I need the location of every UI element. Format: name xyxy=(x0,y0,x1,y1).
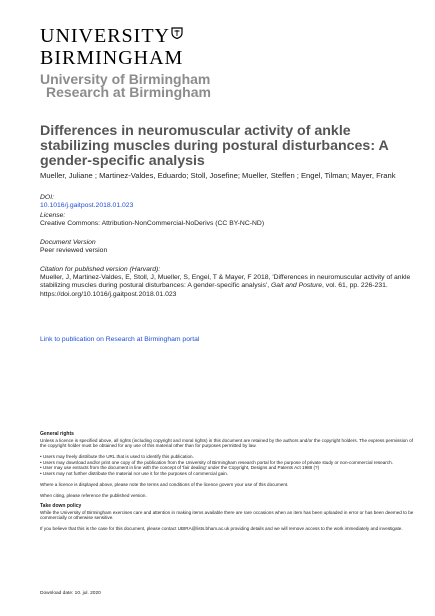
citing-note: When citing, please reference the published version. xyxy=(40,492,147,498)
citation-part1: Mueller, J, Martinez-Valdes, E, Stoll, J, Mueller, S, Engel, T & Mayer, F 2018, 'Differences in neuromuscular activity of ankle stabilizing muscles during postural disturbances: A gender-specific analysis', xyxy=(40,274,411,290)
rights-section xyxy=(40,432,420,534)
version-value: Peer reviewed version xyxy=(40,247,108,254)
citation-section xyxy=(40,266,420,299)
version-section xyxy=(40,239,107,255)
university-crest-icon xyxy=(171,27,183,39)
contact-text: If you believe that this is the case for this document, please contact UBIRA@lists.bham.ac.uk providing details and we will remove access to the work immediately and investigate. xyxy=(40,526,403,532)
rights-bullet: • Users may download and/or print one copy of the publication from the University of Birmingham research portal for the purpose of private study or non-commercial research. xyxy=(40,459,393,465)
general-rights-text: Unless a licence is specified above, all rights (including copyright and moral rights) in this document are retained by the authors and/or the copyright holders. The express permission of the copyright holder must be obtained for any use of this material other than for purposes permitted by law. xyxy=(40,437,413,449)
version-label: Document Version xyxy=(40,239,96,246)
rights-bullet: • User may use extracts from the document in line with the concept of 'fair dealing' under the Copyright, Designs and Patents Act 1988 (?) xyxy=(40,465,320,471)
doi-link[interactable]: 10.1016/j.gaitpost.2018.01.023 xyxy=(40,202,134,209)
download-date: Download date: 10. jul. 2020 xyxy=(40,591,101,596)
repository-name xyxy=(40,73,211,99)
doi-section xyxy=(40,194,133,210)
licence-note: Where a licence is displayed above, please note the terms and conditions of the licence govern your use of this document. xyxy=(40,481,289,487)
repository-line2: Research at Birmingham xyxy=(46,84,211,100)
repository-line1: University of Birmingham xyxy=(40,71,211,87)
university-logo xyxy=(40,25,230,69)
general-rights-heading: General rights xyxy=(40,431,74,437)
doi-label: DOI: xyxy=(40,194,54,201)
rights-bullet: • Users may not further distribute the material nor use it for the purposes of commercial gain. xyxy=(40,470,228,476)
citation-label: Citation for published version (Harvard): xyxy=(40,266,161,273)
citation-part2: , vol. 61, pp. 226-231. https://doi.org/10.1016/j.gaitpost.2018.01.023 xyxy=(40,282,388,298)
takedown-text: While the University of Birmingham exercises care and attention in making items available there are rare occasions when an item has been uploaded in error or has been deemed to be commercially or otherwise sensitive. xyxy=(40,509,414,521)
license-value: Creative Commons: Attribution-NonCommercial-NoDerivs (CC BY-NC-ND) xyxy=(40,220,265,227)
citation-text xyxy=(40,274,420,299)
license-label: License: xyxy=(40,212,66,219)
paper-title: Differences in neuromuscular activity of ankle stabilizing muscles during postural disturbances: A gender-specific analysis xyxy=(40,123,389,169)
portal-link[interactable]: Link to publication on Research at Birmingham portal xyxy=(40,336,200,343)
rights-bullet: • Users may freely distribute the URL that is used to identify this publication. xyxy=(40,454,194,460)
logo-text-university: UNIVERSITY xyxy=(40,25,170,47)
takedown-heading: Take down policy xyxy=(40,502,82,509)
paper-authors: Mueller, Juliane ; Martinez-Valdes, Eduardo; Stoll, Josefine; Mueller, Steffen ; Engel, Tilman; Mayer, Frank xyxy=(40,171,396,180)
logo-text-birmingham: BIRMINGHAM xyxy=(40,47,184,69)
license-section xyxy=(40,212,264,228)
citation-journal: Gait and Posture xyxy=(271,282,323,290)
